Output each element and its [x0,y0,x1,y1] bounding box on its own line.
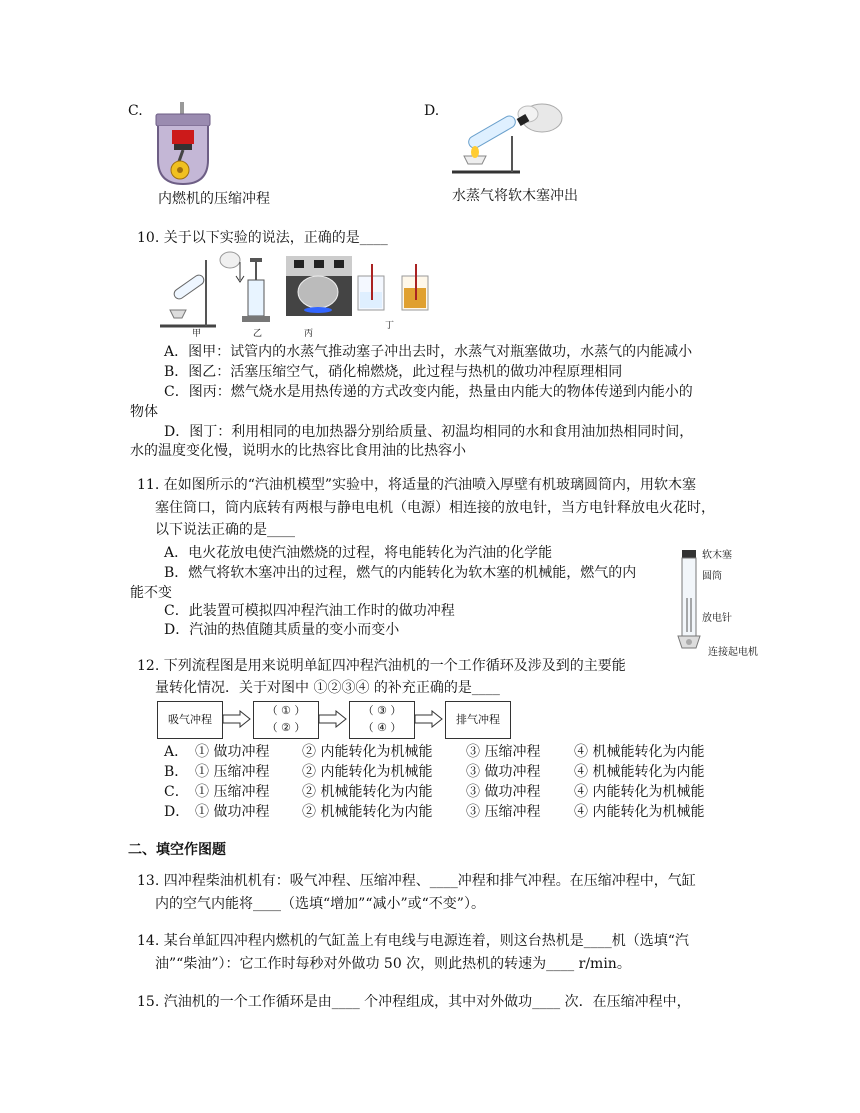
q12-option-d [164,802,764,822]
q12-b-1: ① 压缩冲程 [195,764,270,780]
q10-label-bing: 丙 [304,329,314,339]
q10-option-c: C．图丙：燃气烧水是用热传递的方式改变内能，热量由内能大的物体传递到内能小的 [164,384,693,400]
q12-option-b [164,762,764,782]
option-c-letter: C. [128,103,143,119]
flow-box-3 [349,701,415,739]
q12-c-4: ④ 内能转化为机械能 [574,784,705,800]
q13-line-1: 13. 四冲程柴油机机有：吸气冲程、压缩冲程、____冲程和排气冲程。在压缩冲程中，气缸 [137,873,696,889]
q12-d-3: ③ 压缩冲程 [466,804,541,820]
q12-option-a [164,742,764,762]
flow-box-exhaust: 排气冲程 [445,701,511,739]
q10-option-d: D．图丁：利用相同的电加热器分别给质量、初温均相同的水和食用油加热相同时间， [164,424,694,440]
q11-option-d: D．汽油的热值随其质量的变小而变小 [164,622,400,638]
figure-label-cylinder: 圆筒 [702,571,722,582]
q12-b-3: ③ 做功冲程 [466,764,541,780]
section-2-title: 二、填空作图题 [128,842,226,858]
q12-d-letter: D． [164,804,190,820]
q12-c-1: ① 压缩冲程 [195,784,270,800]
flow-arrow-3 [414,710,444,728]
flow-box-2-bottom: （ ② ） [266,721,306,734]
flow-box-intake: 吸气冲程 [157,701,223,739]
q12-b-letter: B． [164,764,189,780]
q11-option-b: B．燃气将软木塞冲出的过程，燃气的内能转化为软木塞的机械能，燃气的内 [164,565,637,581]
q14-line-1: 14. 某台单缸四冲程内燃机的气缸盖上有电线与电源连着，则这台热机是____机（选填“汽 [137,933,689,949]
q10-label-jia: 甲 [192,329,202,339]
q10-option-b: B．图乙：活塞压缩空气，硝化棉燃烧，此过程与热机的做功冲程原理相同 [164,364,623,380]
engine-compression-illustration [150,100,216,188]
q12-c-3: ③ 做功冲程 [466,784,541,800]
q12-b-4: ④ 机械能转化为内能 [574,764,705,780]
flow-arrow-1 [222,710,252,728]
q14-line-2: 油”“柴油”）：它工作时每秒对外做功 50 次，则此热机的转速为____ r/min。 [155,956,631,972]
q12-line-1: 12. 下列流程图是用来说明单缸四冲程汽油机的一个工作循环及涉及到的主要能 [137,658,626,674]
q10-option-d-cont: 水的温度变化慢，说明水的比热容比食用油的比热容小 [130,443,466,459]
q12-c-2: ② 机械能转化为内能 [302,784,433,800]
q11-line-1: 11. 在如图所示的“汽油机模型”实验中，将适量的汽油喷入厚壁有机玻璃圆筒内，用软木塞 [137,477,697,493]
q12-a-3: ③ 压缩冲程 [466,744,541,760]
option-d-caption: 水蒸气将软木塞冲出 [452,188,578,204]
q11-option-a: A．电火花放电使汽油燃烧的过程，将电能转化为汽油的化学能 [164,545,553,561]
flow-box-3-bottom: （ ④ ） [362,721,402,734]
q10-option-c-cont: 物体 [130,404,158,420]
figure-label-generator: 连接起电机 [708,647,758,658]
figure-label-needle: 放电针 [702,613,732,624]
flow-arrow-2 [318,710,348,728]
option-c-caption: 内燃机的压缩冲程 [158,191,270,207]
q12-c-letter: C． [164,784,189,800]
flow-box-2-top: （ ① ） [266,704,306,717]
flow-box-2 [253,701,319,739]
q12-option-c [164,782,764,802]
q15-line-1: 15. 汽油机的一个工作循环是由____ 个冲程组成，其中对外做功____ 次．在压缩冲程中， [137,994,691,1010]
q10-label-ding: 丁 [385,321,395,331]
q11-option-b-cont: 能不变 [130,585,172,601]
gasoline-engine-model-figure [674,548,704,656]
figure-label-cork: 软木塞 [702,550,732,561]
q12-b-2: ② 内能转化为机械能 [302,764,433,780]
q12-d-2: ② 机械能转化为内能 [302,804,433,820]
q11-option-c: C．此装置可模拟四冲程汽油工作时的做功冲程 [164,603,455,619]
q11-line-2: 塞住筒口，筒内底转有两根与静电电机（电源）相连接的放电针，当方电针释放电火花时， [155,500,715,516]
q12-line-2: 量转化情况．关于对图中 ①②③④ 的补充正确的是____ [155,680,500,696]
q10-stem: 10. 关于以下实验的说法，正确的是____ [137,230,388,246]
flow-box-3-top: （ ③ ） [362,704,402,717]
q12-a-4: ④ 机械能转化为内能 [574,744,705,760]
q11-line-3: 以下说法正确的是____ [155,522,295,538]
q12-a-1: ① 做功冲程 [195,744,270,760]
q12-a-2: ② 内能转化为机械能 [302,744,433,760]
q10-label-yi: 乙 [253,329,263,339]
q13-line-2: 内的空气内能将____（选填“增加”“减小”或“不变”）。 [155,896,485,912]
q12-d-4: ④ 内能转化为机械能 [574,804,705,820]
q10-option-a: A．图甲：试管内的水蒸气推动塞子冲出去时，水蒸气对瓶塞做功，水蒸气的内能减小 [164,344,693,360]
steam-cork-illustration [448,96,578,180]
option-d-letter: D. [424,103,440,119]
q12-d-1: ① 做功冲程 [195,804,270,820]
q12-a-letter: A． [164,744,189,760]
